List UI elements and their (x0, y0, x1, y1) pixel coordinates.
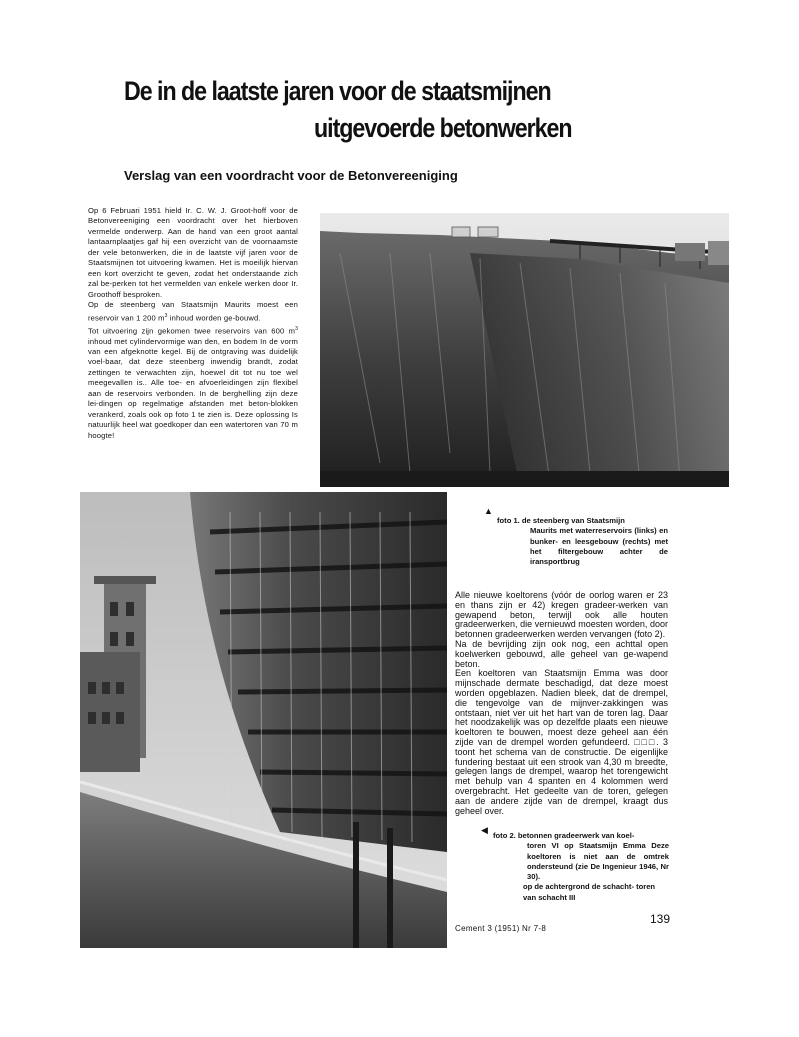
body-paragraph-1: Alle nieuwe koeltorens (vóór de oorlog waren er 23 en thans zijn er 42) kregen gradeer-werken van gewapend beton, terwijl ook alle houten gradeerwerken, die vernieuwd moesten worden, door betonnen gradeerwerken werden vervangen (foto 2). (455, 590, 668, 640)
intro-paragraph-3-text-b: inhoud met cylindervormige wan den, en bodem In de vorm van een afgeknotte kegel. Bij de ontgraving was duidelijk voel-baar, dat deze steenberg inwendig brandt, zodat zettingen te verwachten zijn, hoewel dit tot nu toe wel meegevallen is.. Alle toe- en afvoerleidingen zijn flexibel aan de reservoirs verbonden. In de berghelling zijn deze lei-dingen op regelmatige afstanden met beton-blokken verankerd, zoals ook op foto 1 te zien is. Deze oplossing Is natuurlijk heel wat goedkoper dan een watertoren van 70 m hoogte! (88, 336, 298, 440)
intro-paragraph-2-text-c: inhoud worden ge-bouwd. (167, 313, 261, 323)
photo-gradeerwerk (80, 492, 447, 948)
journal-reference: Cement 3 (1951) Nr 7-8 (455, 924, 547, 933)
intro-paragraph-2 (88, 300, 298, 323)
photo-steenberg (320, 213, 729, 487)
article-title-line-2: uitgevoerde betonwerken (314, 113, 572, 143)
intro-paragraph-3 (88, 324, 298, 442)
article-title-line-1: De in de laatste jaren voor de staatsmijnen (124, 76, 551, 106)
caption-photo-2 (493, 831, 669, 903)
body-column (455, 591, 668, 816)
intro-column (88, 206, 298, 441)
caption-1-rest: Maurits met waterreservoirs (links) en bunker- en leesgebouw (rechts) met het filtergebouw achter de iransportbrug (530, 526, 668, 567)
intro-paragraph-2-text-a: Op de steenberg van Staatsmijn Mauri (88, 300, 245, 310)
caption-2-first-line: foto 2. betonnen gradeerwerk van koel- (493, 831, 635, 840)
cubic-superscript: 3 (164, 312, 168, 319)
caption-photo-1 (497, 516, 668, 567)
body-paragraph-3 (455, 669, 668, 816)
arrow-up-icon: ▲ (484, 506, 493, 516)
intro-paragraph-3-text-a: Tot uitvoering zijn gekomen twee reservoirs van 600 m (88, 326, 296, 336)
intro-paragraph-2-char: t (244, 300, 247, 310)
caption-2-rest: toren VI op Staatsmijn Emma Deze koeltoren is niet aan de omtrek ondersteund (zie De Ingenieur 1946, Nr 30). (527, 841, 669, 882)
page-number: 139 (650, 912, 671, 926)
article-subtitle: Verslag van een voordracht voor de Betonvereeniging (124, 168, 458, 183)
arrow-left-icon: ◀ (481, 825, 488, 835)
caption-2-tail: op de achtergrond de schacht- toren van schacht III (523, 882, 656, 902)
caption-1-first-line: foto 1. de steenberg van Staatsmijn (497, 516, 625, 525)
intro-paragraph-1: Op 6 Februari 1951 hield Ir. C. W. J. Groot-hoff voor de Betonvereeniging een voordracht over het hierboven vermelde onderwerp. Aan de hand van een groot aantal lantaarnplaatjes gaf hij een overzicht van de voornaamste der vele betonwerken, die in de laatste vijf jaren voor de Staatsmijnen tot uitvoering kwamen. Het is moeilijk hiervan een kort overzicht te geven, zodat het onderstaande zich zal be-perken tot het vermelden van enkele werken door Ir. Groothoff besproken. (88, 206, 298, 299)
missing-glyphs: □□□ (634, 736, 657, 747)
body-paragraph-3-text-b: . 3 toont het schema van de constructie. De eigenlijke fundering bestaat uit een strook van 4,30 m breedte, gelegen langs de drempel, waarop het torengewicht met behulp van 4 spanten en 4 kolommen werd overgebracht. Het gedeelte van de toren, gelegen aan de andere zijde van de drempel, kraagt dus geheel over. (455, 736, 669, 816)
body-paragraph-2: Na de bevrijding zijn ook nog, een achttal open koelwerken gebouwd, alle geheel van ge-wapend beton. (455, 638, 668, 669)
cubic-superscript: 3 (295, 325, 298, 332)
intro-paragraph-2-text-b: s moest een reservoir van 1 200 m (88, 300, 299, 323)
body-paragraph-3-text-a: Een koeltoren van Staatsmijn Emma was door mijnschade dermate beschadigd, dat deze moest worden opgeblazen. Nadien bleek, dat de drempel, die tengevolge van de mijnver-zakkingen was ontstaan, niet ver uit het hart van de toren lag. Daar het noodzakelijk was op dezelfde plaats een nieuwe koeltoren te bouwen, moest deze geheel aan één zijde van de drempel worden gefundeerd. (455, 668, 668, 747)
